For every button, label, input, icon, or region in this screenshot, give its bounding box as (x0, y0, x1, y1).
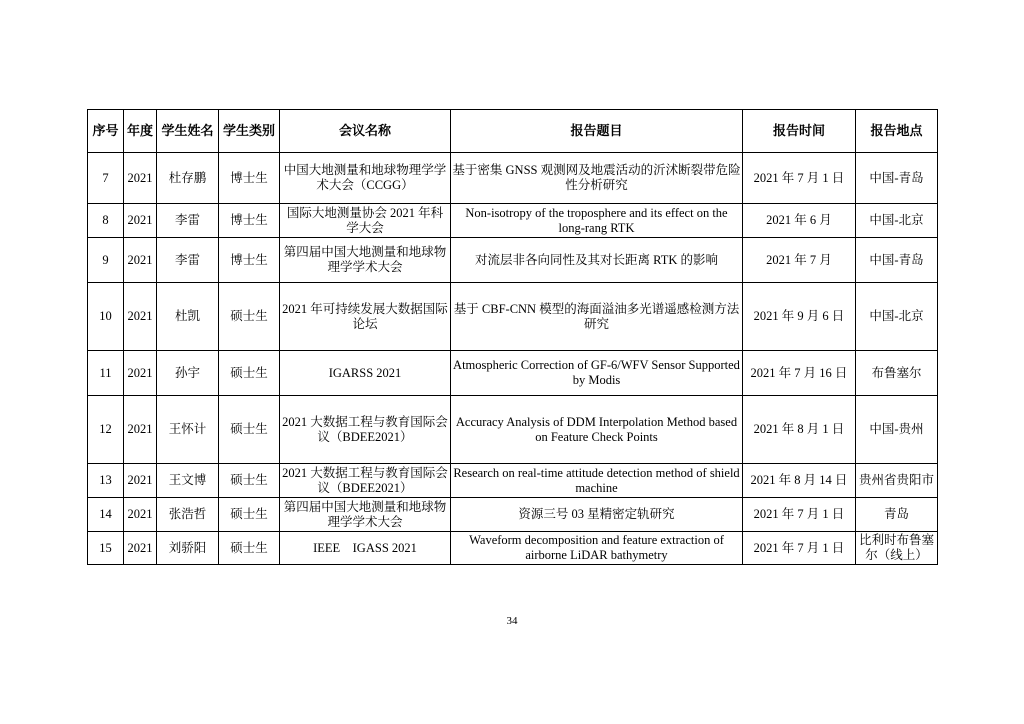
cell-location: 青岛 (856, 498, 938, 532)
cell-conference: 2021 年可持续发展大数据国际论坛 (280, 283, 451, 351)
cell-location: 比利时布鲁塞尔（线上） (856, 532, 938, 565)
cell-location: 中国-北京 (856, 283, 938, 351)
cell-date: 2021 年 7 月 (743, 238, 856, 283)
cell-date: 2021 年 9 月 6 日 (743, 283, 856, 351)
cell-date: 2021 年 7 月 16 日 (743, 351, 856, 396)
cell-name: 李雷 (157, 204, 219, 238)
table-row (88, 238, 938, 283)
header-report-date: 报告时间 (743, 110, 856, 153)
cell-location: 中国-贵州 (856, 396, 938, 464)
cell-title: Non-isotropy of the troposphere and its effect on the long-rang RTK (451, 204, 743, 238)
table-row (88, 153, 938, 204)
header-report-title: 报告题目 (451, 110, 743, 153)
cell-location: 中国-青岛 (856, 238, 938, 283)
cell-no: 14 (88, 498, 124, 532)
cell-type: 硕士生 (219, 464, 280, 498)
cell-no: 12 (88, 396, 124, 464)
cell-type: 博士生 (219, 153, 280, 204)
table-row (88, 396, 938, 464)
cell-name: 杜存鹏 (157, 153, 219, 204)
cell-conference: IGARSS 2021 (280, 351, 451, 396)
cell-title: 基于 CBF-CNN 模型的海面溢油多光谱遥感检测方法研究 (451, 283, 743, 351)
cell-location: 中国-青岛 (856, 153, 938, 204)
cell-year: 2021 (124, 238, 157, 283)
cell-year: 2021 (124, 283, 157, 351)
cell-date: 2021 年 8 月 14 日 (743, 464, 856, 498)
cell-title: Waveform decomposition and feature extraction of airborne LiDAR bathymetry (451, 532, 743, 565)
conference-report-table (87, 109, 938, 565)
cell-no: 10 (88, 283, 124, 351)
cell-year: 2021 (124, 396, 157, 464)
cell-year: 2021 (124, 153, 157, 204)
cell-type: 硕士生 (219, 351, 280, 396)
cell-type: 博士生 (219, 238, 280, 283)
cell-name: 张浩哲 (157, 498, 219, 532)
table-header-row (88, 110, 938, 153)
cell-name: 刘骄阳 (157, 532, 219, 565)
page-number: 34 (506, 615, 518, 627)
cell-type: 硕士生 (219, 283, 280, 351)
cell-title: Atmospheric Correction of GF-6/WFV Sensor Supported by Modis (451, 351, 743, 396)
table-row (88, 532, 938, 565)
header-student-name: 学生姓名 (157, 110, 219, 153)
table-row (88, 464, 938, 498)
cell-date: 2021 年 7 月 1 日 (743, 498, 856, 532)
cell-no: 13 (88, 464, 124, 498)
cell-year: 2021 (124, 204, 157, 238)
cell-type: 硕士生 (219, 532, 280, 565)
cell-conference: 中国大地测量和地球物理学学术大会（CCGG） (280, 153, 451, 204)
cell-no: 8 (88, 204, 124, 238)
header-student-type: 学生类别 (219, 110, 280, 153)
cell-conference: 第四届中国大地测量和地球物理学学术大会 (280, 498, 451, 532)
cell-conference: 2021 大数据工程与教育国际会议（BDEE2021） (280, 464, 451, 498)
cell-conference: 第四届中国大地测量和地球物理学学术大会 (280, 238, 451, 283)
table-row (88, 498, 938, 532)
cell-year: 2021 (124, 532, 157, 565)
cell-no: 7 (88, 153, 124, 204)
cell-type: 硕士生 (219, 498, 280, 532)
cell-year: 2021 (124, 464, 157, 498)
cell-type: 硕士生 (219, 396, 280, 464)
cell-year: 2021 (124, 351, 157, 396)
header-year: 年度 (124, 110, 157, 153)
cell-name: 杜凯 (157, 283, 219, 351)
cell-conference: 2021 大数据工程与教育国际会议（BDEE2021） (280, 396, 451, 464)
cell-conference: IEEE IGASS 2021 (280, 532, 451, 565)
table-row (88, 204, 938, 238)
cell-no: 9 (88, 238, 124, 283)
table-row (88, 283, 938, 351)
cell-location: 布鲁塞尔 (856, 351, 938, 396)
header-no: 序号 (88, 110, 124, 153)
header-conference: 会议名称 (280, 110, 451, 153)
header-report-location: 报告地点 (856, 110, 938, 153)
cell-date: 2021 年 7 月 1 日 (743, 153, 856, 204)
cell-date: 2021 年 6 月 (743, 204, 856, 238)
cell-date: 2021 年 8 月 1 日 (743, 396, 856, 464)
cell-title: Accuracy Analysis of DDM Interpolation Method based on Feature Check Points (451, 396, 743, 464)
cell-name: 王怀计 (157, 396, 219, 464)
cell-location: 中国-北京 (856, 204, 938, 238)
cell-title: Research on real-time attitude detection method of shield machine (451, 464, 743, 498)
cell-title: 对流层非各向同性及其对长距离 RTK 的影响 (451, 238, 743, 283)
cell-name: 李雷 (157, 238, 219, 283)
cell-date: 2021 年 7 月 1 日 (743, 532, 856, 565)
cell-name: 孙宇 (157, 351, 219, 396)
cell-type: 博士生 (219, 204, 280, 238)
cell-no: 11 (88, 351, 124, 396)
table-row (88, 351, 938, 396)
cell-title: 资源三号 03 星精密定轨研究 (451, 498, 743, 532)
cell-title: 基于密集 GNSS 观测网及地震活动的沂沭断裂带危险性分析研究 (451, 153, 743, 204)
cell-name: 王文博 (157, 464, 219, 498)
cell-no: 15 (88, 532, 124, 565)
cell-year: 2021 (124, 498, 157, 532)
cell-conference: 国际大地测量协会 2021 年科学大会 (280, 204, 451, 238)
cell-location: 贵州省贵阳市 (856, 464, 938, 498)
